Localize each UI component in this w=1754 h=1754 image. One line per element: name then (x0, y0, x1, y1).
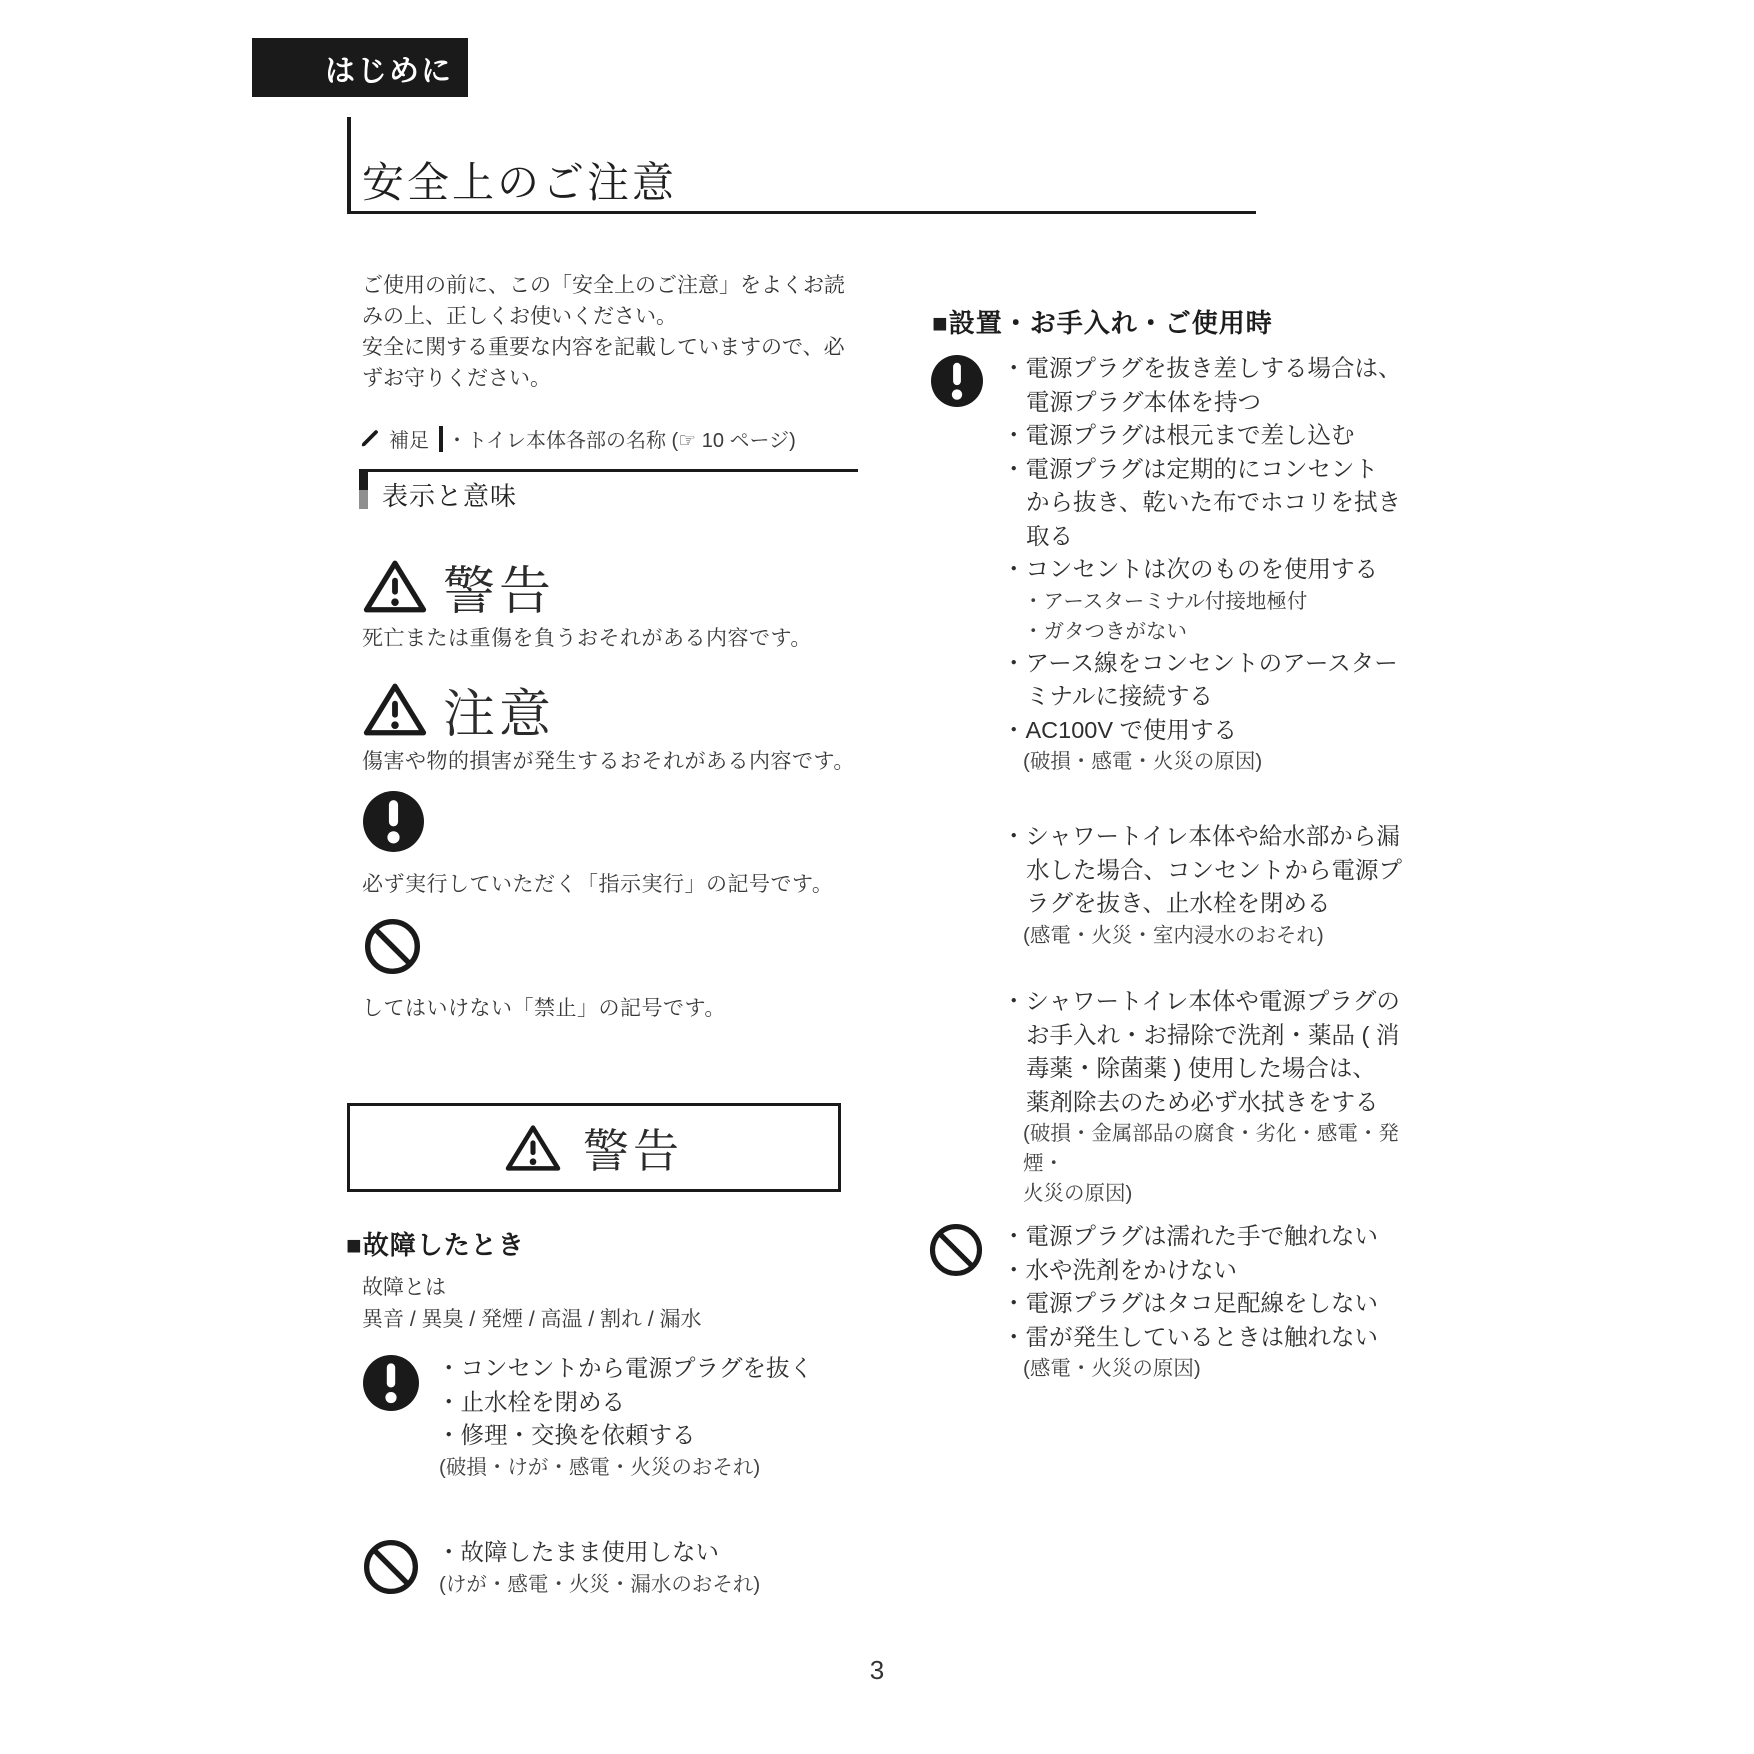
note-divider (439, 426, 443, 452)
instruction-lines (1002, 1220, 1434, 1384)
install-section-heading: ■設置・お手入れ・ご使用時 (932, 308, 1273, 338)
instruction-line: 水した場合、コンセントから電源プ (1026, 856, 1402, 883)
mandatory-icon (363, 791, 424, 852)
intro-line: みの上、正しくお使いください。 (362, 305, 677, 328)
prohibition-icon (364, 918, 421, 975)
instruction-line: ・雷が発生しているときは触れない (1002, 1323, 1378, 1350)
hazard-note-line: (感電・火災の原因) (1023, 1357, 1201, 1380)
prohibition-icon (363, 1539, 419, 1595)
mandatory-icon (363, 1355, 419, 1411)
instruction-line: ・AC100V で使用する (1002, 716, 1238, 743)
instruction-line: ・修理・交換を依頼する (437, 1422, 696, 1448)
note-label: 補足 (389, 430, 429, 452)
section-tab (252, 38, 468, 97)
warning-banner-label: 警告 (583, 1124, 683, 1177)
hazard-note-line: 火災の原因) (1023, 1182, 1133, 1205)
meaning-heading: 表示と意味 (382, 481, 518, 511)
failure-section-heading: ■故障したとき (346, 1230, 525, 1260)
intro-line: ずお守りください。 (362, 367, 551, 390)
hazard-note-line: (破損・感電・火災の原因) (1023, 750, 1263, 773)
hazard-note-line: (けが・感電・火災・漏水のおそれ) (439, 1572, 761, 1596)
warning-triangle-icon (363, 558, 427, 615)
caution-level-desc: 傷害や物的損害が発生するおそれがある内容です。 (362, 750, 855, 773)
note-item: ・トイレ本体各部の名称 (☞ 10 ページ) (447, 430, 796, 452)
instruction-line: お手入れ・お掃除で洗剤・薬品 ( 消 (1026, 1021, 1400, 1048)
instruction-line: 電源プラグ本体を持つ (1026, 388, 1261, 415)
instruction-line: 薬剤除去のため必ず水拭きをする (1026, 1088, 1379, 1115)
instruction-line: ・シャワートイレ本体や給水部から漏 (1002, 823, 1400, 849)
warning-triangle-icon (505, 1123, 561, 1173)
instruction-lines (1002, 352, 1431, 777)
hazard-note-line: (感電・火災・室内浸水のおそれ) (1023, 923, 1324, 947)
meaning-heading-bar (359, 469, 368, 509)
instruction-line: ・故障したまま使用しない (437, 1539, 719, 1565)
instruction-line: 毒薬・除菌薬 ) 使用した場合は、 (1026, 1055, 1376, 1081)
instruction-line: から抜き、乾いた布でホコリを拭き (1026, 489, 1402, 515)
intro-paragraph (362, 270, 872, 394)
prohibition-desc: してはいけない「禁止」の記号です。 (362, 997, 726, 1020)
warning-level-desc: 死亡または重傷を負うおそれがある内容です。 (362, 627, 812, 650)
caution-triangle-icon (363, 681, 427, 738)
instruction-line: ミナルに接続する (1026, 683, 1213, 709)
instruction-line: ・電源プラグは濡れた手で触れない (1002, 1223, 1378, 1249)
install-mandatory-group (931, 352, 1431, 777)
instruction-line: 取る (1026, 522, 1073, 549)
instruction-subline: ・アースターミナル付接地極付 (1023, 589, 1308, 613)
failure-definition (362, 1272, 702, 1335)
instruction-lines (437, 1536, 843, 1600)
cleaning-instruction-group (1002, 985, 1432, 1209)
pencil-icon (360, 428, 381, 449)
instruction-line: ・水や洗剤をかけない (1002, 1256, 1237, 1283)
mandatory-icon (931, 355, 983, 407)
intro-line: ご使用の前に、この「安全上のご注意」をよくお読 (362, 274, 845, 297)
mandatory-desc: 必ず実行していただく「指示実行」の記号です。 (362, 873, 834, 896)
failure-prohibition-group (363, 1536, 843, 1600)
hazard-note-line: (破損・けが・感電・火災のおそれ) (439, 1455, 761, 1479)
page-title: 安全上のご注意 (362, 159, 678, 206)
instruction-line: ・コンセントは次のものを使用する (1002, 556, 1378, 582)
warning-level-row (363, 549, 555, 624)
failure-definition-line: 故障とは (362, 1276, 446, 1299)
install-prohibition-group (929, 1220, 1434, 1384)
hazard-note-line: (破損・金属部品の腐食・劣化・感電・発煙・ (1023, 1122, 1399, 1175)
section-tab-label: はじめに (325, 54, 453, 88)
leak-instruction-group (1002, 820, 1432, 951)
caution-level-row (363, 672, 555, 747)
instruction-line: ・止水栓を閉める (437, 1388, 625, 1415)
failure-definition-line: 異音 / 異臭 / 発煙 / 高温 / 割れ / 漏水 (362, 1307, 702, 1331)
instruction-line: ・コンセントから電源プラグを抜く (437, 1355, 813, 1381)
supplement-note (360, 424, 796, 453)
instruction-line: ・アース線をコンセントのアースター (1002, 649, 1398, 676)
title-accent-line (347, 117, 351, 213)
title-rule (347, 211, 1256, 214)
warning-level-label: 警告 (443, 563, 556, 621)
page-number: 3 (869, 1655, 885, 1685)
instruction-line: ・電源プラグは根元まで差し込む (1002, 422, 1355, 448)
instruction-line: ・電源プラグはタコ足配線をしない (1002, 1290, 1378, 1316)
prohibition-icon (929, 1223, 983, 1277)
instruction-lines (437, 1352, 843, 1483)
instruction-line: ・電源プラグは定期的にコンセント (1002, 455, 1378, 482)
caution-level-label: 注意 (443, 686, 556, 744)
meaning-heading-rule (359, 469, 858, 472)
intro-line: 安全に関する重要な内容を記載していますので、必 (362, 336, 845, 359)
instruction-line: ・シャワートイレ本体や電源プラグの (1002, 988, 1400, 1014)
failure-mandatory-group (363, 1352, 843, 1483)
instruction-line: ・電源プラグを抜き差しする場合は、 (1002, 355, 1402, 381)
instruction-subline: ・ガタつきがない (1023, 619, 1187, 643)
instruction-line: ラグを抜き、止水栓を閉める (1026, 890, 1331, 916)
warning-banner-box (347, 1103, 841, 1192)
